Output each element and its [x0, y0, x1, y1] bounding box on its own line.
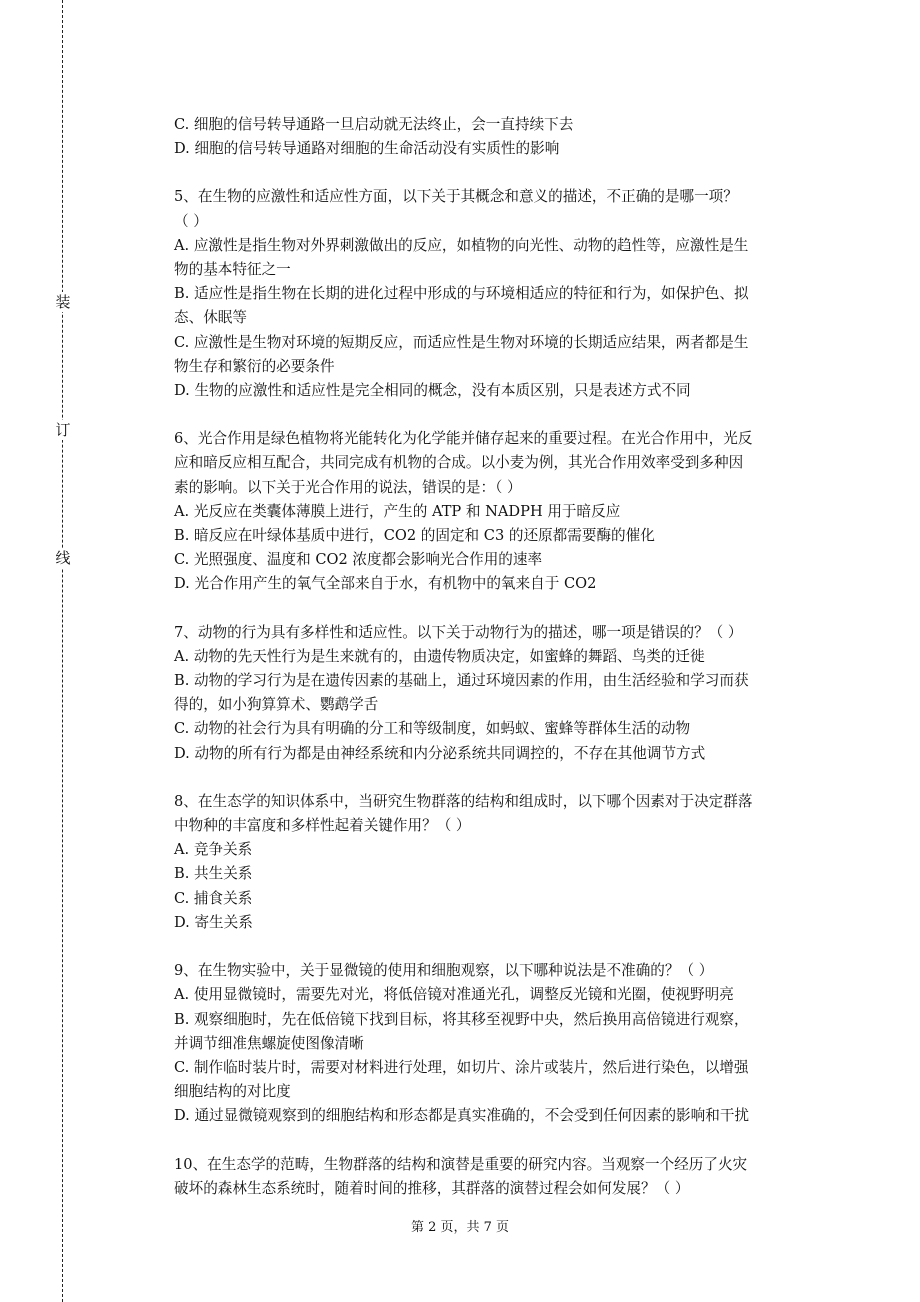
- text-line: C. 制作临时装片时，需要对材料进行处理，如切片、涂片或装片，然后进行染色，以增强: [174, 1058, 749, 1076]
- text-line: 素的影响。以下关于光合作用的说法，错误的是：（ ）: [174, 478, 522, 496]
- text-line: 8、在生态学的知识体系中，当研究生物群落的结构和组成时，以下哪个因素对于决定群落: [174, 792, 753, 810]
- text-line: 破坏的森林生态系统时，随着时间的推移，其群落的演替过程会如何发展？（ ）: [174, 1179, 690, 1197]
- text-line: D. 通过显微镜观察到的细胞结构和形态都是真实准确的，不会受到任何因素的影响和干扰: [174, 1107, 750, 1125]
- text-line: 细胞结构的对比度: [174, 1083, 291, 1101]
- question-body: [174, 113, 824, 1201]
- binding-label-ding: 订: [55, 421, 71, 439]
- text-line: 10、在生态学的范畴，生物群落的结构和演替是重要的研究内容。当观察一个经历了火灾: [174, 1155, 748, 1173]
- paragraph-gap: [174, 1129, 824, 1153]
- binding-label-zhuang: 装: [55, 293, 71, 311]
- paragraph-gap: [174, 766, 824, 790]
- page-footer: 第 2 页，共 7 页: [410, 1220, 510, 1235]
- paragraph-gap: [174, 161, 824, 185]
- text-line: （ ）: [174, 212, 208, 230]
- text-line: B. 暗反应在叶绿体基质中进行，CO2 的固定和 C3 的还原都需要酶的催化: [174, 527, 655, 545]
- text-line: B. 观察细胞时，先在低倍镜下找到目标，将其移至视野中央，然后换用高倍镜进行观察，: [174, 1010, 749, 1028]
- text-line: 5、在生物的应激性和适应性方面，以下关于其概念和意义的描述，不正确的是哪一项？: [174, 188, 738, 206]
- paragraph-gap: [174, 935, 824, 959]
- text-line: D. 光合作用产生的氧气全部来自于水，有机物中的氧来自于 CO2: [174, 575, 597, 593]
- text-line: 态、休眠等: [174, 309, 247, 327]
- text-line: 中物种的丰富度和多样性起着关键作用？（ ）: [174, 817, 471, 835]
- text-line: 应和暗反应相互配合，共同完成有机物的合成。以小麦为例，其光合作用效率受到多种因: [174, 454, 744, 472]
- text-line: C. 捕食关系: [174, 889, 253, 907]
- text-line: A. 竞争关系: [174, 841, 253, 859]
- text-line: B. 共生关系: [174, 865, 253, 883]
- text-line: C. 光照强度、温度和 CO2 浓度都会影响光合作用的速率: [174, 551, 543, 569]
- text-line: B. 适应性是指生物在长期的进化过程中形成的与环境相适应的特征和行为，如保护色、拟: [174, 285, 749, 303]
- text-line: A. 光反应在类囊体薄膜上进行，产生的 ATP 和 NADPH 用于暗反应: [174, 502, 621, 520]
- text-line: 物的基本特征之一: [174, 261, 291, 279]
- text-line: 得的，如小狗算算术、鹦鹉学舌: [174, 696, 379, 714]
- text-line: 7、动物的行为具有多样性和适应性。以下关于动物行为的描述，哪一项是错误的？（ ）: [174, 623, 743, 641]
- text-line: A. 使用显微镜时，需要先对光，将低倍镜对准通光孔，调整反光镜和光圈，使视野明亮: [174, 986, 734, 1004]
- text-line: B. 动物的学习行为是在遗传因素的基础上，通过环境因素的作用，由生活经验和学习而获: [174, 672, 749, 690]
- text-line: C. 细胞的信号转导通路一旦启动就无法终止，会一直持续下去: [174, 116, 574, 133]
- text-line: 物生存和繁衍的必要条件: [174, 357, 335, 375]
- text-line: D. 生物的应激性和适应性是完全相同的概念，没有本质区别，只是表述方式不同: [174, 382, 691, 400]
- paragraph-gap: [174, 597, 824, 621]
- text-line: C. 应激性是生物对环境的短期反应，而适应性是生物对环境的长期适应结果，两者都是生: [174, 333, 749, 351]
- text-line: D. 寄生关系: [174, 913, 253, 931]
- text-line: 6、光合作用是绿色植物将光能转化为化学能并储存起来的重要过程。在光合作用中，光反: [174, 430, 753, 448]
- text-line: C. 动物的社会行为具有明确的分工和等级制度，如蚂蚁、蜜蜂等群体生活的动物: [174, 720, 691, 738]
- binding-label-xian: 线: [55, 549, 71, 567]
- binding-dashed-line: [62, 0, 63, 1302]
- text-line: A. 应激性是指生物对外界刺激做出的反应，如植物的向光性、动物的趋性等，应激性是生: [174, 236, 749, 254]
- text-line: D. 细胞的信号转导通路对细胞的生命活动没有实质性的影响: [174, 140, 560, 158]
- text-line: 9、在生物实验中，关于显微镜的使用和细胞观察，以下哪种说法是不准确的？（ ）: [174, 962, 714, 980]
- paragraph-gap: [174, 403, 824, 427]
- text-line: A. 动物的先天性行为是生来就有的，由遗传物质决定，如蜜蜂的舞蹈、鸟类的迁徙: [174, 647, 705, 665]
- text-line: D. 动物的所有行为都是由神经系统和内分泌系统共同调控的，不存在其他调节方式: [174, 744, 706, 762]
- text-line: 并调节细准焦螺旋使图像清晰: [174, 1034, 364, 1052]
